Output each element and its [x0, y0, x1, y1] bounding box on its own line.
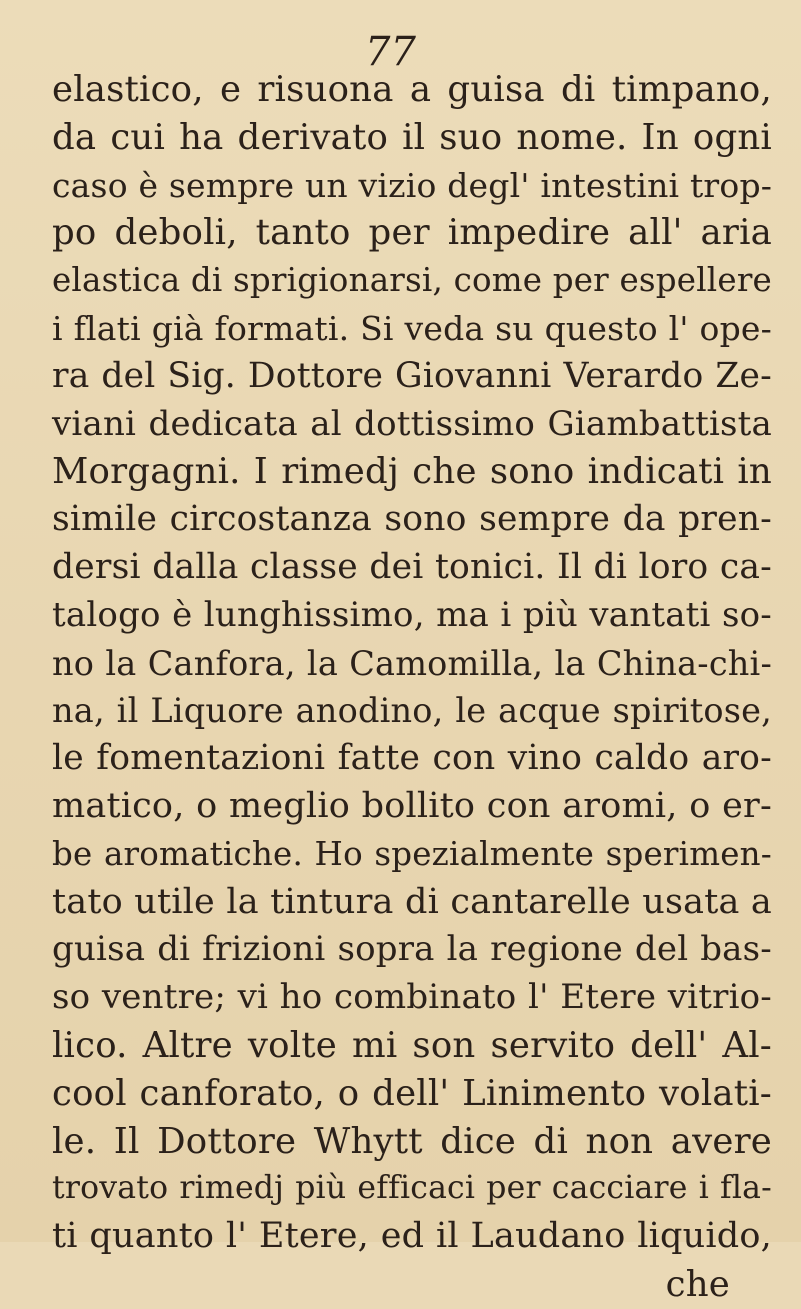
- text-line: po deboli, tanto per impedire all' aria: [52, 212, 772, 254]
- page-number: 77: [365, 29, 416, 75]
- catchword: che: [665, 1263, 730, 1305]
- text-line: ra del Sig. Dottore Giovanni Verardo Ze-: [52, 355, 772, 396]
- text-line: viani dedicata al dottissimo Giambattista: [52, 403, 772, 444]
- text-line: ti quanto l' Etere, ed il Laudano liquido,: [52, 1216, 772, 1257]
- text-line: matico, o meglio bollito con aromi, o er-: [52, 785, 772, 826]
- text-line: dersi dalla classe dei tonici. Il di loro ca-: [52, 546, 772, 587]
- text-line: da cui ha derivato il suo nome. In ogni: [52, 116, 772, 158]
- text-line: lico. Altre volte mi son servito dell' Al-: [52, 1024, 772, 1066]
- text-line: so ventre; vi ho combinato l' Etere vitrio-: [52, 977, 772, 1018]
- text-line: elastica di sprigionarsi, come per espellere: [52, 261, 772, 300]
- text-line: no la Canfora, la Camomilla, la China-chi-: [52, 643, 772, 683]
- text-line: le fomentazioni fatte con vino caldo aro-: [52, 738, 772, 779]
- text-line: trovato rimedj più efficaci per cacciare i fla-: [52, 1170, 772, 1207]
- text-line: i flati già formati. Si veda su questo l' ope-: [52, 308, 772, 348]
- text-line: be aromatiche. Ho spezialmente sperimen-: [52, 834, 772, 873]
- text-line: simile circostanza sono sempre da pren-: [52, 499, 772, 540]
- text-line: guisa di frizioni sopra la regione del bas-: [52, 929, 772, 970]
- text-line: le. Il Dottore Whytt dice di non avere: [52, 1120, 772, 1162]
- text-line: elastico, e risuona a guisa di timpano,: [52, 69, 772, 110]
- text-line: talogo è lunghissimo, ma i più vantati so-: [52, 594, 772, 635]
- text-line: tato utile la tintura di cantarelle usata a: [52, 881, 772, 922]
- text-line: caso è sempre un vizio degl' intestini trop-: [52, 165, 773, 205]
- text-line: na, il Liquore anodino, le acque spiritose,: [52, 691, 772, 731]
- text-line: Morgagni. I rimedj che sono indicati in: [52, 451, 772, 493]
- text-line: cool canforato, o dell' Linimento volati-: [52, 1072, 772, 1114]
- body-text: [52, 66, 772, 1309]
